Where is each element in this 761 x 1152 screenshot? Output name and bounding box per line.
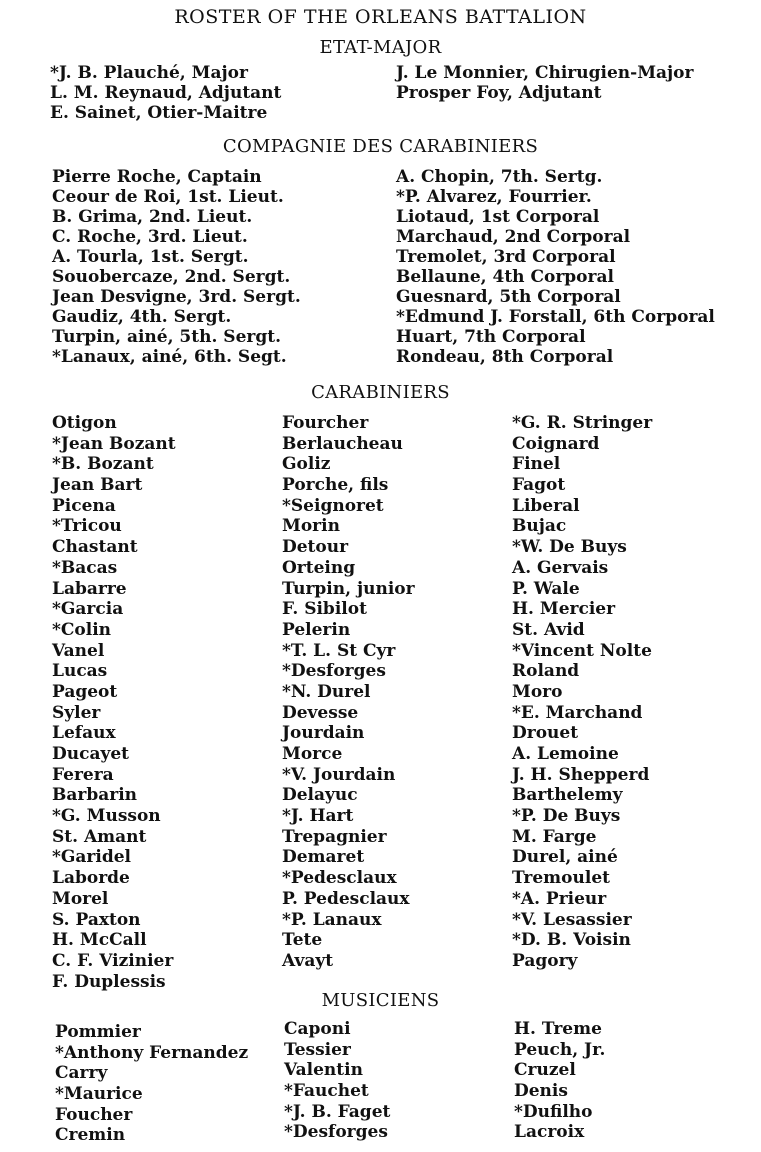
roster-entry: Orteing bbox=[282, 557, 356, 578]
roster-entry: Delayuc bbox=[282, 785, 358, 806]
roster-entry: St. Amant bbox=[52, 826, 147, 847]
roster-entry: Syler bbox=[52, 702, 101, 723]
roster-entry: *Seignoret bbox=[282, 495, 384, 516]
roster-entry: *Jean Bozant bbox=[52, 433, 176, 454]
roster-entry: Ducayet bbox=[52, 744, 130, 764]
roster-entry: Jean Bart bbox=[52, 475, 143, 496]
roster-entry: Caponi bbox=[284, 1019, 351, 1039]
roster-entry: Morce bbox=[282, 744, 343, 764]
roster-entry: Ceour de Roi, 1st. Lieut. bbox=[52, 187, 284, 207]
roster-entry: Pageot bbox=[52, 681, 118, 702]
roster-entry: *Garidel bbox=[52, 847, 131, 868]
roster-entry: Goliz bbox=[282, 454, 331, 475]
roster-entry: H. McCall bbox=[52, 930, 147, 951]
roster-entry: A. Tourla, 1st. Sergt. bbox=[52, 247, 249, 267]
roster-entry: Vanel bbox=[52, 640, 105, 661]
roster-entry: J. Le Monnier, Chirugien-Major bbox=[396, 63, 694, 83]
roster-entry: M. Farge bbox=[512, 826, 597, 847]
roster-entry: Pelerin bbox=[282, 619, 351, 640]
roster-entry: Bellaune, 4th Corporal bbox=[396, 267, 614, 287]
roster-entry: *Fauchet bbox=[284, 1081, 369, 1102]
roster-entry: Barthelemy bbox=[512, 785, 623, 806]
roster-entry: Rondeau, 8th Corporal bbox=[396, 347, 614, 367]
roster-entry: A. Lemoine bbox=[512, 744, 619, 764]
roster-entry: E. Sainet, Otier-Maitre bbox=[50, 103, 268, 123]
roster-entry: Finel bbox=[512, 454, 561, 475]
roster-entry: Fagot bbox=[512, 475, 566, 496]
carabiniers-col1 bbox=[52, 413, 176, 992]
roster-entry: *Vincent Nolte bbox=[512, 640, 652, 661]
roster-entry: H. Treme bbox=[514, 1019, 602, 1039]
roster-entry: *V. Jourdain bbox=[282, 764, 396, 785]
roster-entry: Lefaux bbox=[52, 723, 116, 744]
etat-major-left bbox=[50, 63, 281, 123]
roster-entry: F. Duplessis bbox=[52, 971, 166, 992]
roster-entry: *Pedesclaux bbox=[282, 868, 397, 889]
roster-entry: Peuch, Jr. bbox=[514, 1039, 606, 1060]
roster-entry: P. Wale bbox=[512, 578, 580, 599]
roster-entry: *T. L. St Cyr bbox=[282, 640, 396, 661]
musiciens-heading: MUSICIENS bbox=[321, 990, 440, 1011]
roster-entry: Durel, ainé bbox=[512, 847, 618, 868]
roster-entry: *A. Prieur bbox=[512, 888, 607, 909]
roster-entry: Roland bbox=[512, 661, 580, 682]
etat-major-right bbox=[396, 63, 693, 103]
roster-entry: *Tricou bbox=[52, 516, 122, 537]
roster-entry: *J. B. Plauché, Major bbox=[50, 63, 248, 83]
roster-entry: *P. Lanaux bbox=[282, 909, 382, 930]
roster-entry: *Desforges bbox=[284, 1122, 388, 1143]
roster-entry: B. Grima, 2nd. Lieut. bbox=[52, 207, 253, 227]
roster-entry: Lacroix bbox=[514, 1122, 585, 1143]
roster-entry: Foucher bbox=[55, 1104, 133, 1125]
musiciens-col2 bbox=[284, 1019, 390, 1143]
roster-entry: Guesnard, 5th Corporal bbox=[396, 287, 621, 307]
roster-entry: A. Gervais bbox=[512, 557, 609, 578]
roster-entry: St. Avid bbox=[512, 619, 585, 640]
roster-entry: Turpin, junior bbox=[282, 578, 415, 599]
roster-entry: Morin bbox=[282, 516, 340, 537]
roster-entry: Berlaucheau bbox=[282, 433, 403, 454]
roster-entry: Coignard bbox=[512, 433, 600, 454]
roster-entry: F. Sibilot bbox=[282, 599, 367, 620]
roster-entry: Souobercaze, 2nd. Sergt. bbox=[52, 267, 291, 287]
roster-entry: Moro bbox=[512, 681, 563, 702]
roster-entry: Denis bbox=[514, 1081, 568, 1102]
roster-entry: Cruzel bbox=[514, 1060, 576, 1081]
roster-entry: L. M. Reynaud, Adjutant bbox=[50, 83, 282, 103]
roster-entry: Marchaud, 2nd Corporal bbox=[396, 227, 631, 247]
roster-entry: Jourdain bbox=[282, 723, 365, 744]
roster-entry: Tremolet, 3rd Corporal bbox=[396, 247, 616, 267]
roster-entry: Fourcher bbox=[282, 413, 369, 433]
roster-entry: J. H. Shepperd bbox=[512, 764, 650, 785]
roster-entry: *Garcia bbox=[52, 599, 124, 620]
roster-entry: *B. Bozant bbox=[52, 454, 154, 475]
roster-entry: Ferera bbox=[52, 764, 114, 785]
roster-entry: *Edmund J. Forstall, 6th Corporal bbox=[396, 307, 715, 327]
roster-entry: Bujac bbox=[512, 516, 567, 537]
musiciens-col1 bbox=[55, 1022, 248, 1146]
roster-entry: Tessier bbox=[284, 1039, 351, 1060]
roster-entry: P. Pedesclaux bbox=[282, 888, 410, 909]
roster-entry: Demaret bbox=[282, 847, 365, 868]
roster-entry: *N. Durel bbox=[282, 681, 371, 702]
roster-entry: Tete bbox=[282, 930, 323, 951]
roster-entry: Avayt bbox=[282, 950, 334, 971]
roster-entry: *Desforges bbox=[282, 661, 386, 682]
roster-entry: C. F. Vizinier bbox=[52, 950, 174, 971]
roster-entry: *Anthony Fernandez bbox=[55, 1042, 249, 1063]
roster-entry: *Bacas bbox=[52, 557, 118, 578]
roster-entry: *J. Hart bbox=[282, 806, 354, 827]
roster-entry: S. Paxton bbox=[52, 909, 141, 930]
roster-entry: Gaudiz, 4th. Sergt. bbox=[52, 307, 232, 327]
compagnie-right bbox=[396, 167, 715, 367]
roster-entry: Pagory bbox=[512, 950, 578, 971]
roster-entry: Chastant bbox=[52, 537, 138, 558]
roster-entry: Barbarin bbox=[52, 785, 138, 806]
roster-entry: *Colin bbox=[52, 619, 112, 640]
roster-entry: *G. Musson bbox=[52, 806, 161, 827]
page-title: ROSTER OF THE ORLEANS BATTALION bbox=[174, 6, 587, 28]
compagnie-left bbox=[52, 167, 301, 367]
roster-entry: Jean Desvigne, 3rd. Sergt. bbox=[52, 287, 301, 307]
roster-entry: Morel bbox=[52, 888, 109, 909]
roster-entry: *G. R. Stringer bbox=[512, 413, 653, 433]
roster-entry: Otigon bbox=[52, 413, 117, 433]
roster-entry: *J. B. Faget bbox=[284, 1101, 391, 1122]
roster-entry: Drouet bbox=[512, 723, 579, 744]
roster-entry: Liberal bbox=[512, 495, 580, 516]
roster-entry: Porche, fils bbox=[282, 475, 389, 496]
roster-entry: Labarre bbox=[52, 578, 127, 599]
musiciens-col3 bbox=[514, 1019, 605, 1143]
roster-entry: *P. De Buys bbox=[512, 806, 621, 827]
roster-entry: *E. Marchand bbox=[512, 702, 643, 723]
roster-entry: Lucas bbox=[52, 661, 108, 682]
roster-entry: Liotaud, 1st Corporal bbox=[396, 207, 600, 227]
roster-entry: *P. Alvarez, Fourrier. bbox=[396, 187, 592, 207]
roster-entry: Prosper Foy, Adjutant bbox=[396, 83, 602, 103]
roster-entry: *Dufilho bbox=[514, 1101, 593, 1122]
roster-entry: Tremoulet bbox=[512, 868, 610, 889]
roster-entry: Valentin bbox=[284, 1060, 363, 1081]
roster-entry: Turpin, ainé, 5th. Sergt. bbox=[52, 327, 282, 347]
roster-entry: Huart, 7th Corporal bbox=[396, 327, 586, 347]
roster-entry: Devesse bbox=[282, 702, 359, 723]
roster-entry: Picena bbox=[52, 495, 116, 516]
roster-entry: Pommier bbox=[55, 1022, 141, 1042]
roster-entry: Laborde bbox=[52, 868, 130, 889]
roster-entry: *W. De Buys bbox=[512, 537, 627, 558]
roster-entry: *D. B. Voisin bbox=[512, 930, 631, 951]
roster-entry: H. Mercier bbox=[512, 599, 616, 620]
carabiniers-col2 bbox=[282, 413, 415, 972]
roster-entry: Pierre Roche, Captain bbox=[52, 167, 262, 187]
etat-major-heading: ETAT-MAJOR bbox=[319, 37, 442, 58]
roster-entry: Carry bbox=[55, 1063, 108, 1084]
roster-entry: C. Roche, 3rd. Lieut. bbox=[52, 227, 248, 247]
roster-entry: *Maurice bbox=[55, 1084, 143, 1105]
roster-entry: Cremin bbox=[55, 1125, 126, 1146]
carabiniers-col3 bbox=[512, 413, 652, 972]
roster-entry: A. Chopin, 7th. Sertg. bbox=[396, 167, 603, 187]
roster-entry: *Lanaux, ainé, 6th. Segt. bbox=[52, 347, 287, 367]
roster-entry: Detour bbox=[282, 537, 349, 558]
carabiniers-heading: CARABINIERS bbox=[311, 382, 450, 403]
roster-entry: Trepagnier bbox=[282, 826, 387, 847]
roster-entry: *V. Lesassier bbox=[512, 909, 632, 930]
compagnie-heading: COMPAGNIE DES CARABINIERS bbox=[222, 136, 539, 157]
